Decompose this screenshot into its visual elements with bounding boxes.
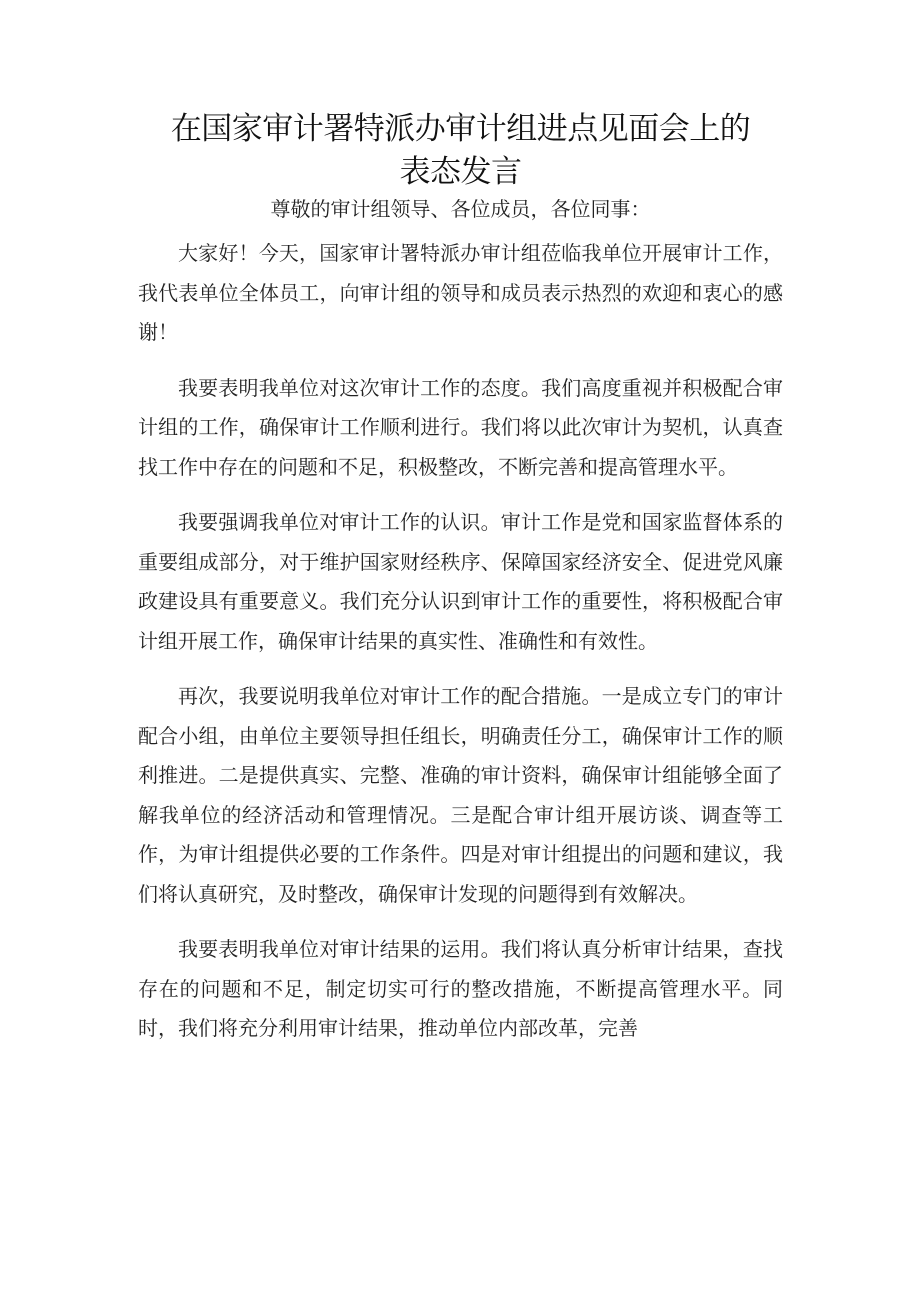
document-title [138, 108, 783, 194]
title-line-2: 表态发言 [399, 154, 522, 190]
paragraph-5: 我要表明我单位对审计结果的运用。我们将认真分析审计结果，查找存在的问题和不足，制定切实可行的整改措施，不断提高管理水平。同时，我们将充分利用审计结果，推动单位内部改革，完善 [138, 937, 783, 1040]
title-line-1: 在国家审计署特派办审计组进点见面会上的 [170, 111, 751, 147]
salutation: 尊敬的审计组领导、各位成员，各位同事： [270, 197, 651, 221]
paragraph-3: 我要强调我单位对审计工作的认识。审计工作是党和国家监督体系的重要组成部分，对于维护国家财经秩序、保障国家经济安全、促进党风廉政建设具有重要意义。我们充分认识到审计工作的重要性，将积极配合审计组开展工作，确保审计结果的真实性、准确性和有效性。 [138, 510, 783, 653]
paragraph-4: 再次，我要说明我单位对审计工作的配合措施。一是成立专门的审计配合小组，由单位主要领导担任组长，明确责任分工，确保审计工作的顺利推进。二是提供真实、完整、准确的审计资料，确保审计组能够全面了解我单位的经济活动和管理情况。三是配合审计组开展访谈、调查等工作，为审计组提供必要的工作条件。四是对审计组提出的问题和建议，我们将认真研究，及时整改，确保审计发现的问题得到有效解决。 [138, 684, 783, 906]
paragraph-1: 大家好！今天，国家审计署特派办审计组莅临我单位开展审计工作，我代表单位全体员工，向审计组的领导和成员表示热烈的欢迎和衷心的感谢！ [138, 241, 783, 344]
document-page [138, 108, 783, 1049]
paragraph-2: 我要表明我单位对这次审计工作的态度。我们高度重视并积极配合审计组的工作，确保审计工作顺利进行。我们将以此次审计为契机，认真查找工作中存在的问题和不足，积极整改，不断完善和提高管理水平。 [138, 375, 783, 479]
